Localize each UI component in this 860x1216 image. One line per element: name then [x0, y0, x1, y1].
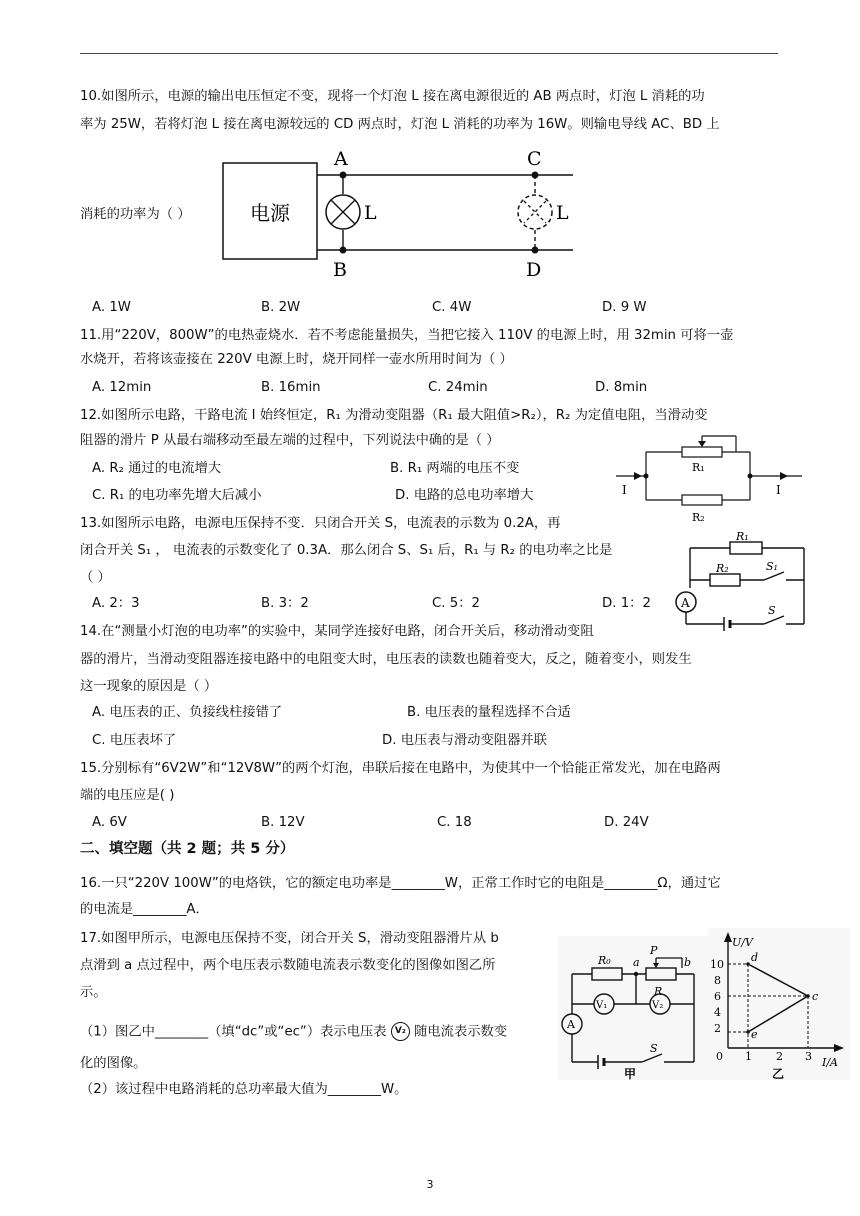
ammeter-label: A	[681, 596, 690, 610]
q17-sub1-line2: 化的图像。	[80, 1056, 147, 1071]
q14-text-line2: 器的滑片，当滑动变阻器连接电路中的电阻变大时，电压表的读数也随着变大，反之，随着变小，则发生	[80, 652, 692, 667]
q12-option-a: A. R₂ 通过的电流增大	[92, 461, 222, 476]
lamp-l-cd-label: L	[556, 202, 569, 224]
q13-text-line2: 闭合开关 S₁ ， 电流表的示数变化了 0.3A．那么闭合 S、S₁ 后，R₁ 与 R₂ 的电功率之比是	[80, 543, 613, 558]
point-e	[746, 1030, 750, 1034]
q17-sub2: （2）该过程中电路消耗的总功率最大值为________W。	[80, 1082, 408, 1097]
q10-text-line1: 10.如图所示，电源的输出电压恒定不变，现将一个灯泡 L 接在离电源很近的 AB 两点时，灯泡 L 消耗的功	[80, 89, 705, 104]
q10-option-c: C. 4W	[432, 300, 472, 315]
q12-circuit-figure	[612, 432, 808, 526]
q11-text-line1: 11.用“220V，800W”的电热壶烧水．若不考虑能量损失，当把它接入 110V 的电源上时，用 32min 可将一壶	[80, 328, 734, 343]
q10-text-line3: 消耗的功率为（ ）	[80, 207, 191, 222]
x-axis-label: I/A	[822, 1056, 838, 1069]
r2-resistor	[710, 574, 740, 586]
switch-s-icon	[764, 616, 784, 624]
figure-jia-caption: 甲	[624, 1067, 637, 1080]
q17-text-line3: 示。	[80, 985, 107, 1000]
q11-option-c: C. 24min	[428, 380, 488, 395]
voltmeter-v2-icon: V₂	[391, 1022, 410, 1041]
origin-label: 0	[716, 1050, 723, 1063]
q17-text-line2: 点滑到 a 点过程中，两个电压表示数随电流表示数变化的图像如图乙所	[80, 958, 496, 973]
point-e-label: e	[751, 1028, 758, 1041]
v2-label: V₂	[652, 1000, 664, 1011]
y-tick-6: 6	[714, 990, 721, 1003]
q11-option-b: B. 16min	[261, 380, 321, 395]
r-label: R	[654, 985, 663, 998]
q12-option-c: C. R₁ 的电功率先增大后减小	[92, 488, 262, 503]
x-tick-1: 1	[745, 1050, 752, 1063]
y-tick-10: 10	[710, 958, 724, 971]
ammeter-label: A	[567, 1018, 575, 1031]
q17-sub1-line1	[80, 1022, 560, 1043]
q16-text-line1: 16.一只“220V 100W”的电烙铁，它的额定电功率是________W，正常工作时它的电阻是________Ω，通过它	[80, 876, 721, 891]
q10-option-a: A. 1W	[92, 300, 131, 315]
q16-text-line2: 的电流是________A．	[80, 902, 209, 917]
r1-label: R₁	[736, 530, 749, 543]
q12-option-d: D. 电路的总电功率增大	[395, 488, 534, 503]
q12-text-line2: 阻器的滑片 P 从最右端移动至最左端的过程中，下列说法中确的是（ ）	[80, 433, 500, 448]
slider-p-label: P	[650, 944, 658, 957]
point-a-label: a	[633, 956, 640, 969]
q14-text-line3: 这一现象的原因是（ ）	[80, 679, 218, 694]
q10-text-line2: 率为 25W，若将灯泡 L 接在离电源较远的 CD 两点时，灯泡 L 消耗的功率为 16W。则输电导线 AC、BD 上	[80, 117, 720, 132]
q10-option-d: D. 9 W	[602, 300, 647, 315]
s-label: S	[650, 1042, 658, 1055]
current-i-left-label: I	[622, 483, 627, 497]
x-tick-2: 2	[776, 1050, 783, 1063]
r0-label: R₀	[598, 954, 611, 967]
q14-option-b: B. 电压表的量程选择不合适	[407, 705, 571, 720]
q14-option-d: D. 电压表与滑动变阻器并联	[382, 733, 547, 748]
r1-resistor	[682, 447, 722, 457]
current-arrow-left-icon	[634, 472, 642, 480]
q15-text-line1: 15.分别标有“6V2W”和“12V8W”的两个灯泡，串联后接在电路中，为使其中一个恰能正常发光，加在电路两	[80, 761, 721, 776]
q13-option-c: C. 5：2	[432, 596, 480, 611]
q14-option-a: A. 电压表的正、负接线柱接错了	[92, 705, 283, 720]
point-c-label: C	[527, 148, 542, 170]
switch-s1-icon	[764, 572, 784, 580]
q15-option-c: C. 18	[437, 815, 472, 830]
x-tick-3: 3	[805, 1050, 812, 1063]
s-label: S	[768, 604, 776, 617]
y-tick-4: 4	[714, 1006, 721, 1019]
point-b-label: B	[333, 259, 347, 281]
q17-text-line1: 17.如图甲所示，电源电压保持不变，闭合开关 S，滑动变阻器滑片从 b	[80, 931, 499, 946]
q13-option-d: D. 1：2	[602, 596, 651, 611]
current-arrow-right-icon	[780, 472, 788, 480]
point-a-label: A	[334, 148, 348, 170]
y-tick-2: 2	[714, 1022, 721, 1035]
q15-text-line2: 端的电压应是( )	[80, 788, 175, 803]
point-d-label: D	[526, 259, 542, 281]
q17-sub1-pre: （1）图乙中________（填“dc”或“ec”）表示电压表	[80, 1024, 387, 1040]
power-source-label: 电源	[250, 201, 290, 225]
r1-resistor	[730, 542, 762, 554]
q13-option-a: A. 2：3	[92, 596, 140, 611]
y-axis-label: U/V	[732, 936, 753, 949]
q11-text-line2: 水烧开，若将该壶接在 220V 电源上时，烧开同样一壶水所用时间为（ ）	[80, 352, 513, 367]
q14-text-line1: 14.在“测量小灯泡的电功率”的实验中，某同学连接好电路，闭合开关后，移动滑动变阻	[80, 624, 594, 639]
v1-label: V₁	[596, 1000, 608, 1011]
r2-label: R₂	[716, 562, 729, 575]
q12-option-b: B. R₁ 两端的电压不变	[390, 461, 520, 476]
figure-yi-caption: 乙	[772, 1067, 785, 1080]
q13-text-line1: 13.如图所示电路，电源电压保持不变．只闭合开关 S，电流表的示数为 0.2A，再	[80, 516, 561, 531]
point-d	[746, 962, 750, 966]
current-i-right-label: I	[776, 483, 781, 497]
r2-label: R₂	[692, 511, 705, 524]
q12-text-line1: 12.如图所示电路，干路电流 I 始终恒定，R₁ 为滑动变阻器（R₁ 最大阻值>R₂），R₂ 为定值电阻，当滑动变	[80, 408, 708, 423]
q17-figure-yi	[708, 928, 850, 1080]
q11-option-a: A. 12min	[92, 380, 152, 395]
slider-p-icon	[698, 441, 706, 447]
point-d-label: d	[751, 951, 759, 964]
q10-option-b: B. 2W	[261, 300, 301, 315]
s1-label: S₁	[766, 560, 778, 573]
point-b-label: b	[684, 956, 692, 969]
header-rule	[80, 53, 778, 54]
q17-sub1-post: 随电流表示数变	[414, 1024, 508, 1040]
section-title: 二、填空题（共 2 题；共 5 分）	[80, 841, 295, 857]
q15-option-a: A. 6V	[92, 815, 127, 830]
q15-option-b: B. 12V	[261, 815, 305, 830]
r2-resistor	[682, 495, 722, 505]
point-c-label: c	[812, 990, 819, 1003]
q13-circuit-figure	[668, 528, 816, 638]
q11-option-d: D. 8min	[595, 380, 648, 395]
lamp-l-ab-label: L	[364, 202, 377, 224]
r1-label: R₁	[692, 461, 705, 474]
point-c	[806, 994, 810, 998]
q15-option-d: D. 24V	[604, 815, 649, 830]
page-number: 3	[426, 1178, 434, 1191]
y-tick-8: 8	[714, 974, 721, 987]
q13-text-line3: （ ）	[80, 570, 111, 585]
q13-option-b: B. 3：2	[261, 596, 309, 611]
q17-figure-jia	[558, 936, 708, 1080]
q10-circuit-figure	[215, 145, 585, 285]
q14-option-c: C. 电压表坏了	[92, 733, 177, 748]
lamp-l-cd-icon	[518, 195, 552, 229]
